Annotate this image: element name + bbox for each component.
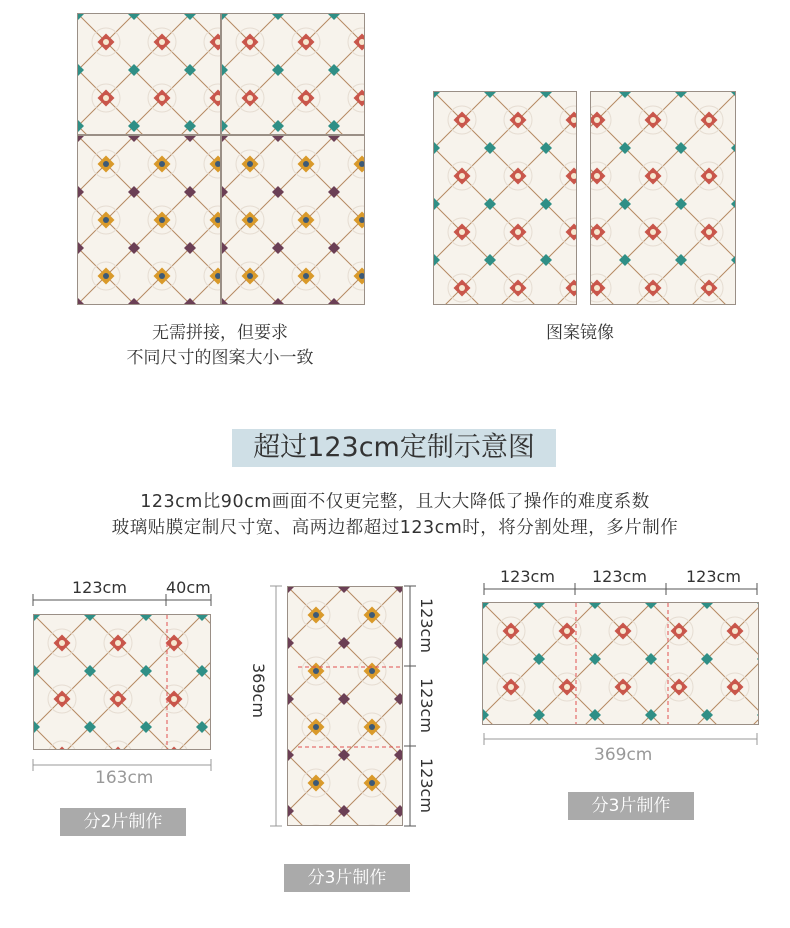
mirror-caption: 图案镜像 (546, 323, 614, 343)
example-2-height-3: 123cm (417, 758, 436, 813)
example-1-total-width: 163cm (95, 768, 154, 788)
example-3-width-2: 123cm (592, 567, 647, 586)
caption-line-2: 不同尺寸的图案大小一致 (126, 348, 314, 368)
example-2-height-1: 123cm (417, 598, 436, 653)
example-3-panel (482, 602, 759, 725)
example-3-badge: 分3片制作 (568, 792, 694, 820)
example-1-width-a: 123cm (72, 578, 127, 597)
description-line-1: 123cm比90cm画面不仅更完整，且大大降低了操作的难度系数 (140, 492, 650, 512)
example-1-panel (33, 614, 211, 750)
example-1-badge: 分2片制作 (60, 808, 186, 836)
example-2-panel (287, 586, 403, 826)
example-2-badge: 分3片制作 (284, 864, 410, 892)
caption-line-1: 无需拼接，但要求 (152, 323, 288, 343)
description-line-2: 玻璃贴膜定制尺寸宽、高两边都超过123cm时，将分割处理，多片制作 (111, 518, 679, 538)
example-1-width-b: 40cm (166, 578, 211, 597)
example-2-total-height: 369cm (249, 663, 268, 718)
example-3-width-1: 123cm (500, 567, 555, 586)
example-3-width-3: 123cm (686, 567, 741, 586)
example-3-total-width: 369cm (594, 745, 653, 765)
example-2-height-2: 123cm (417, 678, 436, 733)
section-heading: 超过123cm定制示意图 (232, 429, 556, 467)
